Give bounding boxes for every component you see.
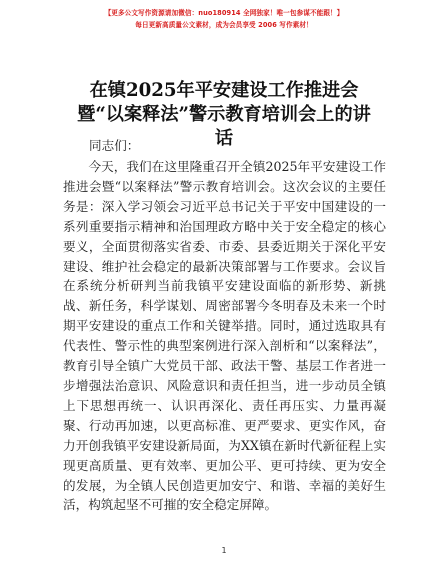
promo-banner-line-2: 每日更新高质量公文素材，成为会员享受 2006 写作素材！ — [135, 21, 313, 29]
salutation: 同志们： — [89, 138, 140, 153]
body-paragraph: 今天，我们在这里隆重召开全镇2025年平安建设工作推进会暨“以案释法”警示教育培训会。这次会议的主要任务是：深入学习领会习近平总书记关于平安中国建设的一系列重要指示精神和治国理政方略中关于安全稳定的核心要义，全面贯彻落实省委、市委、县委近期关于深化平安建设、维护社会稳定的最新决策部署与工作要求。会议旨在系统分析研判当前我镇平安建设面临的新形势、新挑战、新任务，科学谋划、周密部署今冬明春及未来一个时期平安建设的重点工作和关键举措。同时，通过选取具有代表性、警示性的典型案例进行深入剖析和“以案释法”，教育引导全镇广大党员干部、政法干警、基层工作者进一步增强法治意识、风险意识和责任担当，进一步动员全镇上下思想再统一、认识再深化、责任再压实、力量再凝聚、行动再加速，以更高标准、更严要求、更实作风，奋力开创我镇平安建设新局面，为XX镇在新时代新征程上实现更高质量、更有效率、更加公平、更可持续、更为安全的发展，为全镇人民创造更加安宁、和谐、幸福的美好生活，构筑起坚不可摧的安全稳定屏障。 — [63, 159, 386, 513]
page-number: 1 — [221, 546, 227, 555]
document-title: 在镇2025年平安建设工作推进会暨“以案释法”警示教育培训会上的讲话 — [77, 80, 371, 149]
promo-banner-line-1: 【更多公文写作资源请加微信：nuo180914 全网独家！唯一包参谋不能跟！】 — [104, 9, 344, 17]
